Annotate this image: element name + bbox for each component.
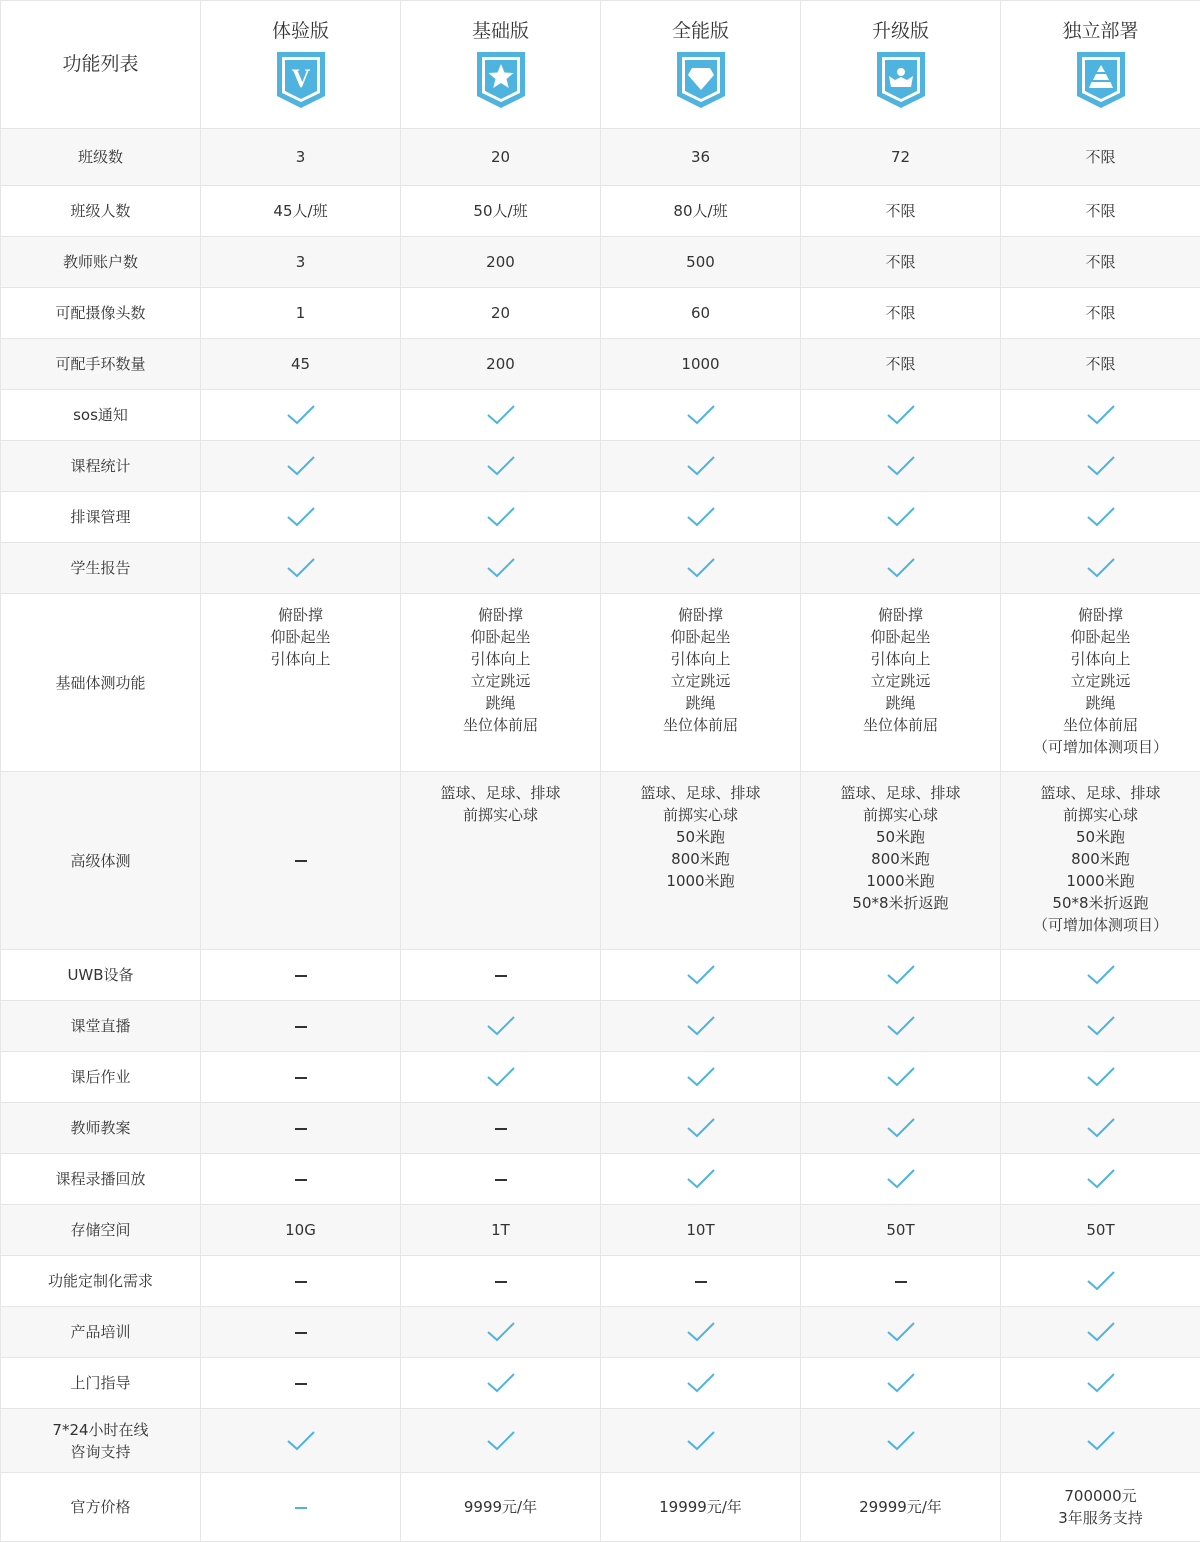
value-cell: 篮球、足球、排球 前掷实心球 50米跑 800米跑 1000米跑 50*8米折返跑 xyxy=(801,772,1001,950)
value-cell: 不限 xyxy=(801,237,1001,288)
value-cell: 50人/班 xyxy=(401,186,601,237)
table-row xyxy=(1,390,1200,441)
check-icon xyxy=(886,1066,916,1088)
check-icon xyxy=(286,1430,316,1452)
included-cell xyxy=(1001,1256,1200,1307)
pyramid-shield-icon xyxy=(1075,50,1127,110)
table-row xyxy=(1,1154,1200,1205)
included-cell xyxy=(801,390,1001,441)
table-row xyxy=(1,543,1200,594)
not-included-cell xyxy=(201,1154,401,1205)
feature-label: 官方价格 xyxy=(1,1473,201,1542)
included-cell xyxy=(201,492,401,543)
included-cell xyxy=(1001,492,1200,543)
dash-icon xyxy=(295,1077,307,1079)
check-icon xyxy=(886,506,916,528)
feature-list-title: 功能列表 xyxy=(62,53,138,75)
not-included-cell xyxy=(201,1001,401,1052)
not-included-cell xyxy=(201,1307,401,1358)
included-cell xyxy=(801,950,1001,1001)
check-icon xyxy=(886,1430,916,1452)
feature-label: 存储空间 xyxy=(1,1205,201,1256)
check-icon xyxy=(886,1015,916,1037)
included-cell xyxy=(1001,1052,1200,1103)
svg-text:V: V xyxy=(291,64,310,93)
not-included-cell xyxy=(201,950,401,1001)
feature-label: 功能定制化需求 xyxy=(1,1256,201,1307)
dash-icon xyxy=(495,1128,507,1130)
feature-label: 课堂直播 xyxy=(1,1001,201,1052)
check-icon xyxy=(1086,1168,1116,1190)
value-cell: 不限 xyxy=(1001,288,1200,339)
table-row xyxy=(1,772,1200,950)
included-cell xyxy=(601,1358,801,1409)
check-icon xyxy=(686,557,716,579)
value-cell: 10T xyxy=(601,1205,801,1256)
value-cell: 俯卧撑 仰卧起坐 引体向上 立定跳远 跳绳 坐位体前屈 xyxy=(401,594,601,772)
check-icon xyxy=(1086,1117,1116,1139)
not-included-cell xyxy=(801,1256,1001,1307)
check-icon xyxy=(286,404,316,426)
check-icon xyxy=(486,404,516,426)
included-cell xyxy=(801,1358,1001,1409)
feature-label: 排课管理 xyxy=(1,492,201,543)
table-row xyxy=(1,129,1200,186)
check-icon xyxy=(886,455,916,477)
value-cell: 72 xyxy=(801,129,1001,186)
included-cell xyxy=(601,950,801,1001)
plan-name: 升级版 xyxy=(801,20,1000,42)
check-icon xyxy=(886,1168,916,1190)
value-cell: 80人/班 xyxy=(601,186,801,237)
crown-shield-icon xyxy=(875,50,927,110)
check-icon xyxy=(686,1117,716,1139)
value-cell: 不限 xyxy=(1001,237,1200,288)
check-icon xyxy=(686,964,716,986)
included-cell xyxy=(601,441,801,492)
feature-label: 高级体测 xyxy=(1,772,201,950)
included-cell xyxy=(201,1409,401,1473)
dash-icon xyxy=(695,1281,707,1283)
feature-label: 班级数 xyxy=(1,129,201,186)
included-cell xyxy=(401,441,601,492)
value-cell: 不限 xyxy=(1001,129,1200,186)
check-icon xyxy=(886,964,916,986)
plan-name: 基础版 xyxy=(401,20,600,42)
value-cell: 700000元 3年服务支持 xyxy=(1001,1473,1200,1542)
feature-label: sos通知 xyxy=(1,390,201,441)
included-cell xyxy=(401,390,601,441)
included-cell xyxy=(1001,950,1200,1001)
plan-header xyxy=(201,1,401,129)
included-cell xyxy=(1001,1409,1200,1473)
feature-label: 产品培训 xyxy=(1,1307,201,1358)
plan-header xyxy=(1001,1,1200,129)
not-included-cell xyxy=(401,1256,601,1307)
included-cell xyxy=(1001,1358,1200,1409)
check-icon xyxy=(1086,455,1116,477)
value-cell: 不限 xyxy=(801,186,1001,237)
value-cell: 45 xyxy=(201,339,401,390)
table-row xyxy=(1,237,1200,288)
not-included-cell xyxy=(201,772,401,950)
check-icon xyxy=(686,1066,716,1088)
dash-icon xyxy=(495,1179,507,1181)
check-icon xyxy=(1086,1430,1116,1452)
feature-label: 可配摄像头数 xyxy=(1,288,201,339)
dash-icon xyxy=(295,1332,307,1334)
check-icon xyxy=(486,455,516,477)
included-cell xyxy=(601,390,801,441)
table-row xyxy=(1,1307,1200,1358)
feature-label: 可配手环数量 xyxy=(1,339,201,390)
check-icon xyxy=(1086,404,1116,426)
included-cell xyxy=(401,1409,601,1473)
check-icon xyxy=(486,1372,516,1394)
value-cell: 60 xyxy=(601,288,801,339)
dash-icon xyxy=(295,1281,307,1283)
value-cell: 36 xyxy=(601,129,801,186)
plan-name: 全能版 xyxy=(601,20,800,42)
included-cell xyxy=(201,441,401,492)
table-row xyxy=(1,950,1200,1001)
check-icon xyxy=(886,557,916,579)
not-included-cell xyxy=(601,1256,801,1307)
star-shield-icon xyxy=(475,50,527,110)
table-row xyxy=(1,1256,1200,1307)
table-row xyxy=(1,1358,1200,1409)
included-cell xyxy=(1001,543,1200,594)
value-cell: 俯卧撑 仰卧起坐 引体向上 立定跳远 跳绳 坐位体前屈 xyxy=(801,594,1001,772)
included-cell xyxy=(401,1358,601,1409)
table-row xyxy=(1,1409,1200,1473)
included-cell xyxy=(801,1052,1001,1103)
check-icon xyxy=(886,404,916,426)
value-cell: 20 xyxy=(401,129,601,186)
feature-label: UWB设备 xyxy=(1,950,201,1001)
included-cell xyxy=(801,441,1001,492)
value-cell: 3 xyxy=(201,129,401,186)
included-cell xyxy=(1001,1103,1200,1154)
included-cell xyxy=(801,1307,1001,1358)
not-included-cell xyxy=(201,1256,401,1307)
included-cell xyxy=(401,543,601,594)
value-cell: 不限 xyxy=(801,288,1001,339)
check-icon xyxy=(286,455,316,477)
value-cell: 200 xyxy=(401,339,601,390)
not-included-cell xyxy=(201,1358,401,1409)
included-cell xyxy=(601,1154,801,1205)
table-row xyxy=(1,441,1200,492)
table-row xyxy=(1,1103,1200,1154)
feature-label: 基础体测功能 xyxy=(1,594,201,772)
included-cell xyxy=(801,492,1001,543)
feature-list-header xyxy=(1,1,201,129)
value-cell: 俯卧撑 仰卧起坐 引体向上 立定跳远 跳绳 坐位体前屈 xyxy=(601,594,801,772)
check-icon xyxy=(686,1168,716,1190)
check-icon xyxy=(1086,964,1116,986)
value-cell: 50T xyxy=(1001,1205,1200,1256)
feature-label: 教师教案 xyxy=(1,1103,201,1154)
table-row xyxy=(1,186,1200,237)
dash-icon xyxy=(495,975,507,977)
included-cell xyxy=(601,1307,801,1358)
value-cell: 20 xyxy=(401,288,601,339)
value-cell: 10G xyxy=(201,1205,401,1256)
check-icon xyxy=(486,506,516,528)
dash-icon xyxy=(295,1026,307,1028)
check-icon xyxy=(1086,1015,1116,1037)
dash-icon xyxy=(295,1179,307,1181)
check-icon xyxy=(486,1066,516,1088)
included-cell xyxy=(201,543,401,594)
value-cell: 500 xyxy=(601,237,801,288)
not-included-cell xyxy=(201,1052,401,1103)
check-icon xyxy=(1086,1066,1116,1088)
plan-header xyxy=(601,1,801,129)
included-cell xyxy=(601,1103,801,1154)
feature-label: 上门指导 xyxy=(1,1358,201,1409)
table-row xyxy=(1,1052,1200,1103)
check-icon xyxy=(686,455,716,477)
dash-icon xyxy=(295,975,307,977)
value-cell: 3 xyxy=(201,237,401,288)
not-included-cell xyxy=(401,1103,601,1154)
plan-header xyxy=(401,1,601,129)
value-cell: 45人/班 xyxy=(201,186,401,237)
check-icon xyxy=(886,1372,916,1394)
value-cell: 1 xyxy=(201,288,401,339)
value-cell: 19999元/年 xyxy=(601,1473,801,1542)
dash-icon xyxy=(495,1281,507,1283)
v-shield-icon xyxy=(275,50,327,110)
included-cell xyxy=(601,1001,801,1052)
check-icon xyxy=(1086,1321,1116,1343)
table-row xyxy=(1,1001,1200,1052)
dash-icon xyxy=(295,860,307,862)
check-icon xyxy=(1086,1270,1116,1292)
check-icon xyxy=(486,557,516,579)
check-icon xyxy=(1086,1372,1116,1394)
dash-icon xyxy=(295,1507,307,1509)
value-cell: 1T xyxy=(401,1205,601,1256)
included-cell xyxy=(1001,441,1200,492)
feature-label: 教师账户数 xyxy=(1,237,201,288)
check-icon xyxy=(486,1430,516,1452)
value-cell: 俯卧撑 仰卧起坐 引体向上 立定跳远 跳绳 坐位体前屈 （可增加体测项目） xyxy=(1001,594,1200,772)
value-cell: 篮球、足球、排球 前掷实心球 xyxy=(401,772,601,950)
included-cell xyxy=(601,543,801,594)
value-cell: 不限 xyxy=(1001,339,1200,390)
check-icon xyxy=(686,1321,716,1343)
table-row xyxy=(1,288,1200,339)
dash-icon xyxy=(295,1383,307,1385)
check-icon xyxy=(486,1015,516,1037)
included-cell xyxy=(601,1409,801,1473)
plan-header-row xyxy=(1,1,1200,129)
check-icon xyxy=(686,506,716,528)
check-icon xyxy=(886,1321,916,1343)
value-cell: 50T xyxy=(801,1205,1001,1256)
check-icon xyxy=(286,506,316,528)
included-cell xyxy=(601,492,801,543)
value-cell: 俯卧撑 仰卧起坐 引体向上 xyxy=(201,594,401,772)
included-cell xyxy=(1001,1001,1200,1052)
check-icon xyxy=(686,404,716,426)
included-cell xyxy=(801,1103,1001,1154)
value-cell: 篮球、足球、排球 前掷实心球 50米跑 800米跑 1000米跑 50*8米折返跑 （可增加体测项目） xyxy=(1001,772,1200,950)
not-included-cell xyxy=(401,950,601,1001)
check-icon xyxy=(686,1430,716,1452)
included-cell xyxy=(801,1409,1001,1473)
plan-name: 体验版 xyxy=(201,20,400,42)
included-cell xyxy=(401,1307,601,1358)
plan-header xyxy=(801,1,1001,129)
value-cell: 200 xyxy=(401,237,601,288)
included-cell xyxy=(201,390,401,441)
included-cell xyxy=(1001,1307,1200,1358)
table-row xyxy=(1,339,1200,390)
plan-name: 独立部署 xyxy=(1001,20,1200,42)
check-icon xyxy=(686,1015,716,1037)
check-icon xyxy=(886,1117,916,1139)
feature-label: 学生报告 xyxy=(1,543,201,594)
table-row xyxy=(1,1205,1200,1256)
not-included-cell xyxy=(401,1154,601,1205)
feature-label: 班级人数 xyxy=(1,186,201,237)
not-included-cell xyxy=(201,1473,401,1542)
feature-label: 课程统计 xyxy=(1,441,201,492)
check-icon xyxy=(686,1372,716,1394)
diamond-shield-icon xyxy=(675,50,727,110)
included-cell xyxy=(401,492,601,543)
included-cell xyxy=(1001,1154,1200,1205)
check-icon xyxy=(486,1321,516,1343)
included-cell xyxy=(401,1052,601,1103)
check-icon xyxy=(1086,557,1116,579)
value-cell: 不限 xyxy=(1001,186,1200,237)
not-included-cell xyxy=(201,1103,401,1154)
included-cell xyxy=(801,1001,1001,1052)
value-cell: 不限 xyxy=(801,339,1001,390)
included-cell xyxy=(401,1001,601,1052)
check-icon xyxy=(1086,506,1116,528)
feature-label: 课后作业 xyxy=(1,1052,201,1103)
included-cell xyxy=(1001,390,1200,441)
feature-label: 课程录播回放 xyxy=(1,1154,201,1205)
included-cell xyxy=(601,1052,801,1103)
table-row xyxy=(1,594,1200,772)
value-cell: 29999元/年 xyxy=(801,1473,1001,1542)
dash-icon xyxy=(895,1281,907,1283)
value-cell: 1000 xyxy=(601,339,801,390)
table-row xyxy=(1,1473,1200,1542)
included-cell xyxy=(801,543,1001,594)
table-row xyxy=(1,492,1200,543)
value-cell: 9999元/年 xyxy=(401,1473,601,1542)
dash-icon xyxy=(295,1128,307,1130)
value-cell: 篮球、足球、排球 前掷实心球 50米跑 800米跑 1000米跑 xyxy=(601,772,801,950)
included-cell xyxy=(801,1154,1001,1205)
feature-label: 7*24小时在线 咨询支持 xyxy=(1,1409,201,1473)
check-icon xyxy=(286,557,316,579)
